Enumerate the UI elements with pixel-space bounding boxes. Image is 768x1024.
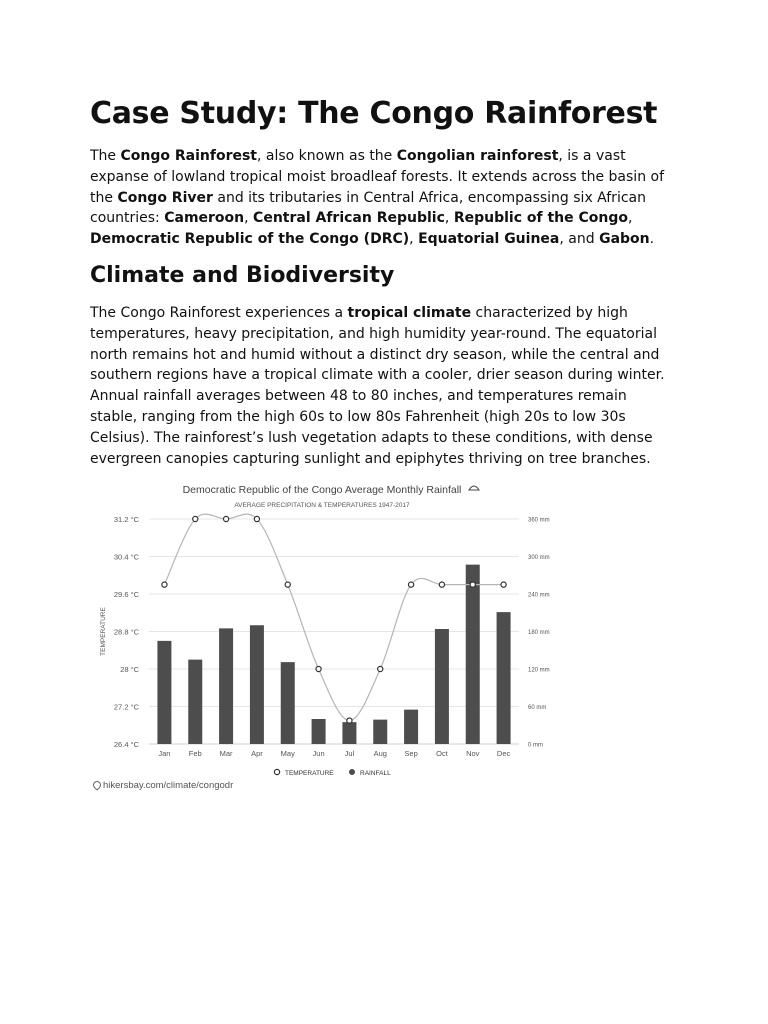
rainfall-bar: [497, 612, 511, 744]
y-right-tick-label: 0 mm: [528, 742, 543, 749]
y-left-axis-label: TEMPERATURE: [100, 607, 107, 656]
x-tick-label: Aug: [373, 749, 387, 758]
bold-term: Democratic Republic of the Congo (DRC): [90, 231, 410, 248]
source-credit[interactable]: [93, 780, 233, 791]
rainfall-bar: [373, 720, 387, 744]
bold-term: Central African Republic: [253, 210, 445, 227]
x-tick-label: Jun: [312, 749, 325, 758]
text: ,: [444, 210, 454, 227]
x-tick-label: May: [280, 749, 295, 758]
text: characterized by high temperatures, heavy precipitation, and high humidity year-round. The equatorial north remains hot and humid without a distinct dry season, while the central and southern regions have a tropical climate with a cooler, drier season during winter. Annual rainfall averages between 48 to 80 inches, and temperatures remain stable, ranging from the high 60s to low 80s Fahrenheit (high 20s to low 30s Celsius). The rainforest’s lush vegetation adapts to these conditions, with dense evergreen canopies capturing sunlight and epiphytes thriving on tree branches.: [90, 305, 665, 467]
rainfall-bar: [312, 719, 326, 744]
y-left-tick-label: 28 °C: [120, 665, 139, 674]
temperature-point: [254, 516, 259, 521]
bold-term: Equatorial Guinea: [418, 231, 560, 248]
bold-term: Congo River: [117, 189, 213, 206]
temperature-point: [347, 718, 352, 723]
temperature-point: [408, 582, 413, 587]
x-tick-label: Jul: [344, 749, 355, 758]
x-tick-label: Apr: [251, 749, 263, 758]
temperature-point: [439, 582, 444, 587]
chart-subtitle: AVERAGE PRECIPITATION & TEMPERATURES 1947-2017: [234, 502, 410, 509]
bold-term: tropical climate: [347, 305, 472, 321]
text: , is a vast expanse of lowland tropical moist broadleaf forests. It extends across the basin of the: [90, 148, 665, 206]
temperature-point: [285, 582, 290, 587]
temperature-point: [223, 516, 228, 521]
rainfall-bar: [157, 641, 171, 744]
chart-title: Democratic Republic of the Congo Average Monthly Rainfall: [182, 484, 462, 496]
rainfall-bar: [466, 565, 480, 744]
y-right-tick-label: 120 mm: [528, 667, 550, 674]
x-tick-label: Mar: [219, 749, 233, 758]
bold-term: Gabon: [599, 231, 650, 248]
umbrella-icon: [469, 486, 479, 490]
legend-rainfall-label: RAINFALL: [360, 770, 391, 777]
y-right-tick-label: 240 mm: [528, 592, 550, 599]
y-left-tick-label: 31.2 °C: [113, 515, 139, 524]
text: .: [649, 231, 655, 248]
bold-term: Republic of the Congo: [453, 210, 628, 227]
x-tick-label: Sep: [404, 749, 418, 758]
text: ,: [627, 210, 633, 227]
rainfall-bar: [219, 628, 233, 744]
rainfall-bar: [435, 629, 449, 744]
text: The: [90, 148, 121, 164]
text: , also known as the: [257, 148, 397, 164]
x-tick-label: Nov: [466, 749, 480, 758]
y-left-tick-label: 28.8 °C: [113, 627, 139, 637]
y-left-tick-label: 29.6 °C: [113, 590, 139, 599]
rainfall-bar: [404, 710, 418, 744]
x-tick-label: Oct: [436, 749, 448, 758]
y-left-tick-label: 27.2 °C: [113, 702, 139, 712]
text: , and: [559, 231, 600, 248]
climate-chart: [92, 478, 550, 798]
climate-paragraph: [90, 303, 675, 469]
legend-temperature-label: TEMPERATURE: [285, 770, 334, 777]
legend-rainfall-marker: [349, 769, 355, 775]
temperature-point: [162, 582, 167, 587]
x-tick-label: Jan: [158, 749, 171, 758]
y-right-tick-label: 60 mm: [528, 705, 547, 711]
x-tick-label: Feb: [188, 749, 202, 758]
temperature-line: [164, 514, 503, 720]
text: ,: [244, 210, 254, 227]
rainfall-bar: [250, 625, 264, 744]
bold-term: Congo Rainforest: [120, 148, 257, 164]
location-pin-icon: [91, 780, 102, 791]
rainfall-bar: [281, 662, 295, 744]
y-left-tick-label: 30.4 °C: [113, 552, 139, 562]
text: ,: [409, 231, 419, 248]
x-tick-label: Dec: [496, 749, 511, 758]
text: and its tributaries in Central Africa, encompassing six African countries:: [90, 189, 646, 227]
text: The Congo Rainforest experiences a: [90, 305, 348, 321]
rainfall-bar: [342, 722, 356, 744]
section-heading: Climate and Biodiversity: [90, 263, 395, 288]
temperature-point: [193, 516, 198, 521]
temperature-point: [316, 666, 321, 671]
temperature-point: [378, 666, 383, 671]
bold-term: Congolian rainforest: [396, 148, 559, 164]
y-left-tick-label: 26.4 °C: [113, 740, 139, 749]
page-title: Case Study: The Congo Rainforest: [90, 96, 658, 131]
temperature-point: [470, 582, 475, 587]
y-right-tick-label: 180 mm: [528, 630, 550, 636]
chart-svg: [92, 478, 550, 778]
source-link[interactable]: hikersbay.com/climate/congodr: [103, 780, 234, 791]
rainfall-bar: [188, 660, 202, 744]
y-right-tick-label: 360 mm: [528, 517, 550, 524]
bold-term: Cameroon: [164, 210, 245, 227]
y-right-tick-label: 300 mm: [528, 555, 550, 561]
legend-temperature-marker: [274, 769, 279, 774]
intro-paragraph: [90, 146, 675, 250]
temperature-point: [501, 582, 506, 587]
